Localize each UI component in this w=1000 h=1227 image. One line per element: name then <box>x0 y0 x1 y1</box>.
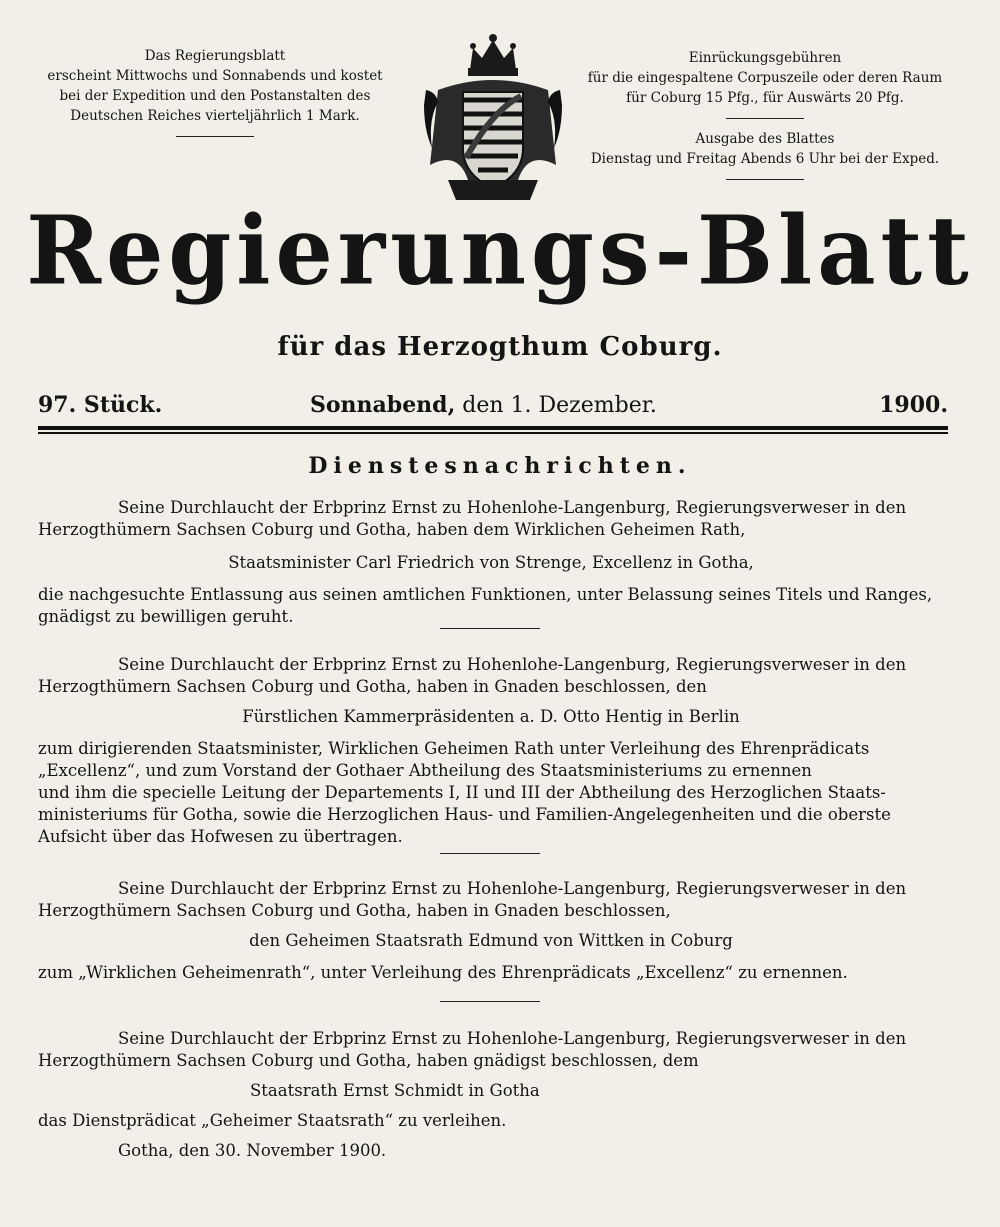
subscription-line: Deutschen Reiches vierteljährlich 1 Mark. <box>70 108 360 124</box>
fees-line: Einrückungsgebühren <box>688 50 842 66</box>
notice-text <box>38 878 944 900</box>
notice-line: Seine Durchlaucht der Erbprinz Ernst zu Hohenlohe-Langenburg, Regierungsverweser in den <box>118 655 907 674</box>
notice-line: Aufsicht über das Hofwesen zu übertragen. <box>38 827 403 846</box>
notice-name-line: den Geheimen Staatsrath Edmund von Wittken in Coburg <box>249 931 733 950</box>
fees-info <box>565 48 965 180</box>
notice-name-line: Staatsminister Carl Friedrich von Strenge, Excellenz in Gotha, <box>228 553 754 572</box>
closing-line: Gotha, den 30. November 1900. <box>118 1141 387 1160</box>
fees-line: für Coburg 15 Pfg., für Auswärts 20 Pfg. <box>626 90 904 106</box>
header-rule <box>38 432 948 434</box>
subscription-line: erscheint Mittwochs und Sonnabends und kostet <box>47 68 383 84</box>
newspaper-title: Regierungs-Blatt <box>26 195 974 307</box>
fees-line: für die eingespaltene Corpuszeile oder deren Raum <box>587 70 943 86</box>
notice-text <box>38 654 944 676</box>
notice-line: Herzogthümern Sachsen Coburg und Gotha, haben gnädigst beschlossen, dem <box>38 1051 699 1070</box>
subscription-line: bei der Expedition und den Postanstalten des <box>59 88 371 104</box>
notice-text <box>38 962 944 984</box>
notice-text <box>38 1028 944 1050</box>
notice-text <box>38 900 944 922</box>
issue-schedule-line: Dienstag und Freitag Abends 6 Uhr bei der Exped. <box>590 151 940 167</box>
issue-schedule-line: Ausgabe des Blattes <box>695 131 835 147</box>
notice-line: gnädigst zu bewilligen geruht. <box>38 607 294 626</box>
notice-line: Seine Durchlaucht der Erbprinz Ernst zu Hohenlohe-Langenburg, Regierungsverweser in den <box>118 1029 907 1048</box>
notice-text <box>38 738 944 848</box>
issue-weekday: Sonnabend, <box>310 392 456 418</box>
divider <box>440 628 540 629</box>
issue-line <box>38 390 948 424</box>
notice-line: ministeriums für Gotha, sowie die Herzoglichen Haus- und Familien-Angelegenheiten und die oberste <box>38 805 891 824</box>
notice-line: das Dienstprädicat „Geheimer Staatsrath“ zu verleihen. <box>38 1111 507 1130</box>
section-title: Dienstesnachrichten. <box>308 453 692 479</box>
issue-number: 97. Stück. <box>38 392 163 418</box>
notice-line: Herzogthümern Sachsen Coburg und Gotha, haben in Gnaden beschlossen, den <box>38 677 707 696</box>
divider <box>726 179 804 180</box>
notice-name-line: Fürstlichen Kammerpräsidenten a. D. Otto Hentig in Berlin <box>242 707 740 726</box>
subscription-line: Das Regierungsblatt <box>144 48 286 64</box>
notice-text <box>38 1050 944 1072</box>
newspaper-subtitle: für das Herzogthum Coburg. <box>277 332 723 362</box>
coat-of-arms-icon <box>418 30 568 205</box>
notice-text <box>38 584 944 628</box>
notice-line: Herzogthümern Sachsen Coburg und Gotha, haben dem Wirklichen Geheimen Rath, <box>38 520 746 539</box>
notice-text <box>38 1110 944 1132</box>
notice-line: „Excellenz“, und zum Vorstand der Gothaer Abtheilung des Staatsministeriums zu ernennen <box>38 761 812 780</box>
divider <box>440 1001 540 1002</box>
notice-line: Seine Durchlaucht der Erbprinz Ernst zu Hohenlohe-Langenburg, Regierungsverweser in den <box>118 498 907 517</box>
notice-line: die nachgesuchte Entlassung aus seinen amtlichen Funktionen, unter Belassung seines Titels und Ranges, <box>38 585 933 604</box>
subscription-info <box>20 46 410 137</box>
notice-line: Seine Durchlaucht der Erbprinz Ernst zu Hohenlohe-Langenburg, Regierungsverweser in den <box>118 879 907 898</box>
issue-year: 1900. <box>879 392 948 418</box>
notice-name-line: Staatsrath Ernst Schmidt in Gotha <box>250 1081 540 1100</box>
header-rule <box>38 426 948 430</box>
notice-text <box>38 519 944 541</box>
issue-date <box>310 390 657 421</box>
notice-line: Herzogthümern Sachsen Coburg und Gotha, haben in Gnaden beschlossen, <box>38 901 671 920</box>
divider <box>440 853 540 854</box>
notice-text <box>38 497 944 519</box>
divider <box>176 136 254 137</box>
notice-text <box>38 676 944 698</box>
notice-line: und ihm die specielle Leitung der Departements I, II und III der Abtheilung des Herzoglichen Staats- <box>38 783 886 802</box>
issue-day: den 1. Dezember. <box>462 393 657 418</box>
notice-line: zum dirigierenden Staatsminister, Wirklichen Geheimen Rath unter Verleihung des Ehrenprädicats <box>38 739 870 758</box>
notice-line: zum „Wirklichen Geheimenrath“, unter Verleihung des Ehrenprädicats „Excellenz“ zu ernennen. <box>38 963 848 982</box>
